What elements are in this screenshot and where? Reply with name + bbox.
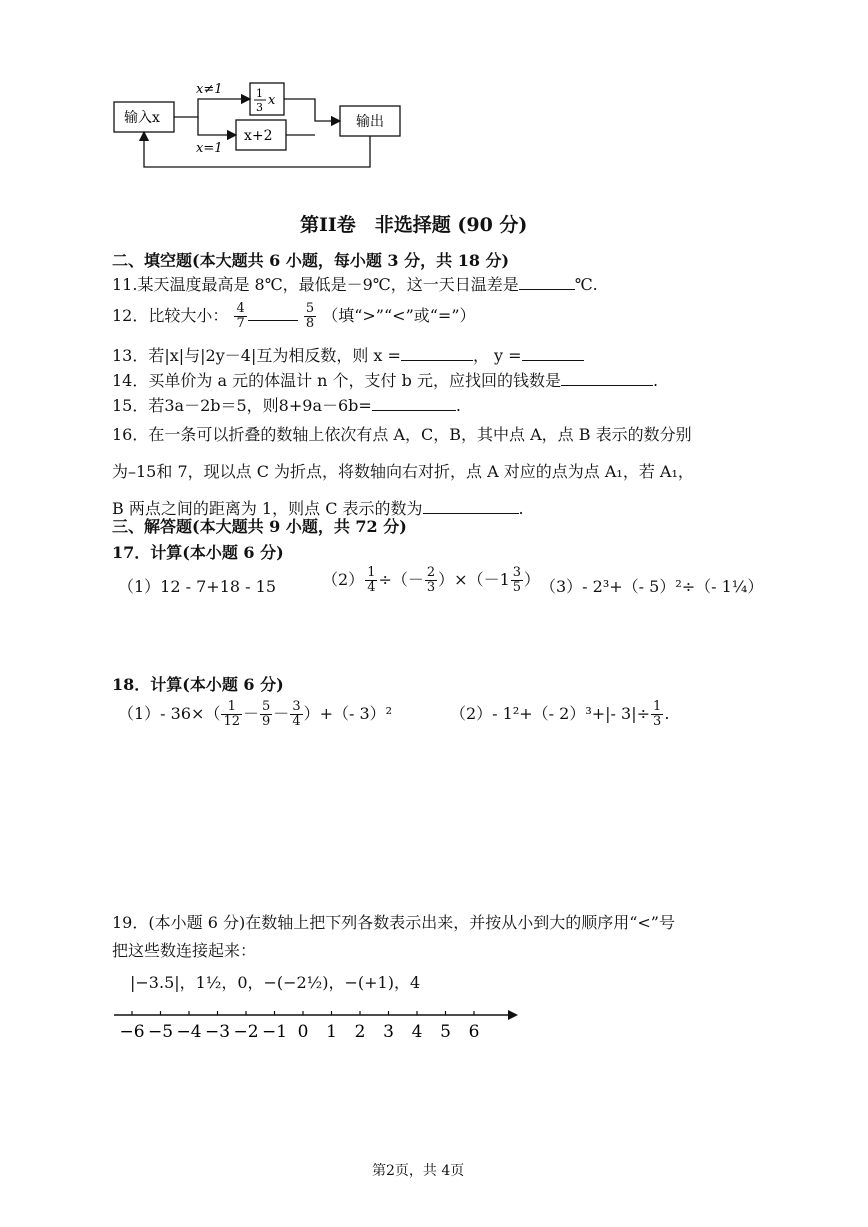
- axis-tick-label: −4: [176, 1022, 202, 1042]
- axis-tick-label: 4: [411, 1022, 423, 1042]
- q15: [112, 393, 461, 416]
- q13-x-blank[interactable]: [401, 346, 473, 361]
- q18-title: 18．计算(本小题 6 分): [112, 675, 284, 694]
- flowchart: [110, 78, 410, 173]
- q12-frac2-num: 5: [305, 301, 315, 316]
- section2-header: 二、填空题(本大题共 6 小题，每小题 3 分，共 18 分): [112, 251, 510, 270]
- axis-tick-label: 3: [383, 1022, 394, 1042]
- q19-numbers: |−3.5|，1½，0，−(−2½)，−(+1)，4: [130, 973, 421, 992]
- q12-frac1: [234, 302, 246, 331]
- q12-suffix: （填“>”“<”或“=”）: [322, 306, 476, 325]
- q16-answer-blank[interactable]: [423, 499, 519, 514]
- q16: [112, 416, 694, 527]
- part2-title: 第II卷 非选择题 (90 分): [300, 214, 528, 236]
- axis-tick-label: 2: [354, 1022, 366, 1042]
- cond-top: x≠1: [196, 82, 223, 97]
- q11: [112, 272, 598, 295]
- input-label: 输入x: [124, 110, 160, 126]
- q14-answer-blank[interactable]: [561, 371, 653, 386]
- q16-line3-text: B 两点之间的距离为 1，则点 C 表示的数为: [112, 499, 423, 518]
- q15-answer-blank[interactable]: [372, 396, 456, 411]
- q12-frac2-den: 8: [305, 316, 315, 331]
- q11-unit: ℃.: [574, 275, 598, 294]
- top-frac-den: 3: [256, 101, 263, 114]
- q15-end: .: [455, 396, 461, 415]
- q18-part1-label: （1）- 36×（: [118, 704, 221, 723]
- bottom-box-label: x+2: [244, 128, 273, 144]
- q19-line2: 把这些数连接起来：: [112, 941, 257, 960]
- q12-answer-blank[interactable]: [248, 306, 298, 321]
- axis-tick-label: −3: [204, 1022, 231, 1042]
- q15-text: 15．若3a－2b＝5，则8+9a－6b=: [112, 396, 372, 415]
- q18-part2-end: .: [664, 704, 670, 723]
- q17-part2-label: （2）: [322, 570, 365, 589]
- q18-part2-text: （2）- 1²+（- 2）³+|- 3|÷: [450, 704, 651, 723]
- axis-tick-label: −5: [147, 1022, 174, 1042]
- q12-frac1-den: 7: [236, 316, 245, 331]
- q11-text: 11.某天温度最高是 8℃，最低是－9℃，这一天日温差是: [112, 275, 519, 294]
- q13-text: 13．若|x|与|2y－4|互为相反数，则 x =: [112, 346, 401, 365]
- number-line[interactable]: [110, 1005, 520, 1045]
- axis-tick-label: 0: [297, 1022, 309, 1042]
- axis-tick-label: −1: [261, 1022, 288, 1042]
- q16-line1: 16．在一条可以折叠的数轴上依次有点 A，C，B，其中点 A，点 B 表示的数分别: [112, 425, 692, 444]
- q18-part1: （1）- 36×（ $\frac{1}{12}$ － $\frac{5}{9}$ － $\frac{3}{4}$ ）+（- 3）²: [118, 699, 393, 729]
- q14-end: .: [652, 371, 659, 390]
- q12-prefix: 12．比较大小：: [112, 306, 229, 325]
- top-frac-num: 1: [256, 87, 263, 100]
- axis-tick-label: −2: [233, 1022, 259, 1042]
- axis-tick-label: 6: [468, 1022, 480, 1042]
- output-label: 输出: [356, 114, 384, 130]
- q18-part2: （2）- 1²+（- 2）³+|- 3|÷ $\frac{1}{3}$ .: [450, 699, 670, 729]
- q11-answer-blank[interactable]: [519, 275, 575, 290]
- page-footer: 第2页，共 4页: [372, 1163, 465, 1179]
- section3-header: 三、解答题(本大题共 9 小题，共 72 分): [112, 517, 407, 536]
- q12: [112, 302, 476, 331]
- axis-tick-label: −6: [119, 1022, 145, 1042]
- axis-tick-label: 1: [326, 1022, 337, 1042]
- top-frac-var: x: [268, 93, 276, 108]
- q12-frac2: [304, 302, 316, 331]
- q14-text: 14．买单价为 a 元的体温计 n 个，支付 b 元，应找回的钱数是: [112, 371, 561, 390]
- q13-mid: ， y =: [472, 346, 522, 365]
- q17-part2: （2） $\frac{1}{4}$ ÷（－ $\frac{2}{3}$ ）×（－1 $\frac{3}{5}$ ）: [322, 565, 541, 595]
- q13-y-blank[interactable]: [522, 346, 584, 361]
- q18-part1-end: ）+（- 3）²: [303, 704, 393, 723]
- q19-line1: 19．(本小题 6 分)在数轴上把下列各数表示出来，并按从小到大的顺序用“<”号: [112, 913, 675, 932]
- q17-title: 17．计算(本小题 6 分): [112, 543, 284, 562]
- axis-tick-label: 5: [440, 1022, 451, 1042]
- q17-part1: （1）12 - 7+18 - 15: [118, 577, 277, 596]
- q14: [112, 368, 658, 391]
- q16-end: .: [518, 499, 524, 518]
- q12-frac1-num: 4: [236, 301, 245, 316]
- cond-bottom: x=1: [196, 141, 223, 156]
- q13: [112, 343, 584, 366]
- q16-line2: 为–15和 7，现以点 C 为折点，将数轴向右对折，点 A 对应的点为点 A₁，若 A₁，: [112, 462, 694, 481]
- q17-part3: （3）- 2³+（- 5）²÷（- 1¼）: [540, 577, 764, 596]
